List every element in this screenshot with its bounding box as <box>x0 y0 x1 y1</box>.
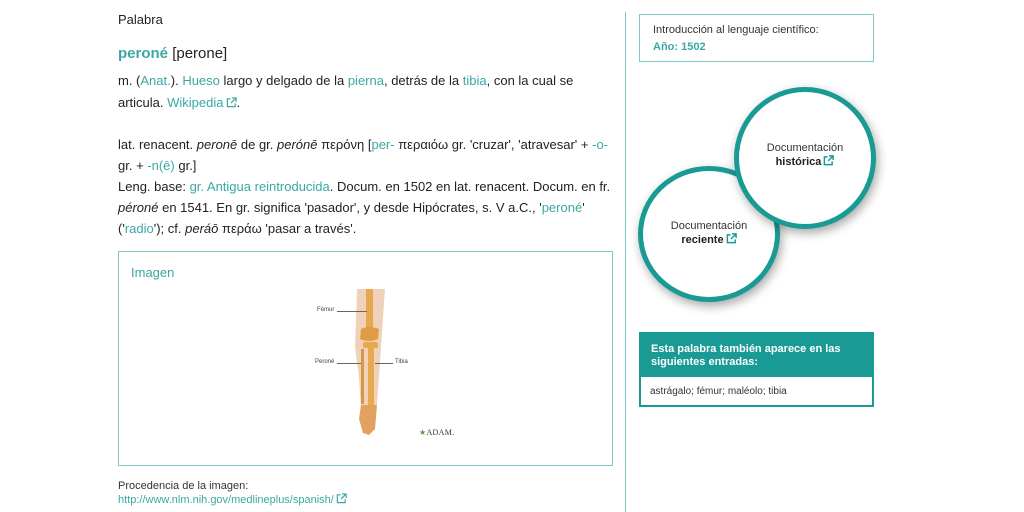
label-perone: Peroné <box>315 359 335 365</box>
label-femur: Fémur <box>317 307 335 313</box>
text: περαιόω gr. 'cruzar', 'atravesar' + <box>394 137 593 152</box>
text: peronē <box>196 137 238 152</box>
image-source <box>118 480 347 507</box>
text: gr.] <box>174 158 197 173</box>
source-url: http://www.nlm.nih.gov/medlineplus/spanish/ <box>118 494 334 506</box>
link-pierna[interactable]: pierna <box>347 73 384 88</box>
external-link-icon <box>226 97 237 108</box>
link-hueso[interactable]: Hueso <box>182 73 220 88</box>
section-label: Palabra <box>118 12 163 27</box>
external-link-icon <box>726 233 737 244</box>
link-anat[interactable]: Anat. <box>140 73 171 88</box>
pos: m. ( <box>118 73 141 88</box>
intro-year: Año: 1502 <box>653 41 706 53</box>
link-per[interactable]: per- <box>371 137 395 152</box>
etymology <box>118 134 613 239</box>
text: Leng. base: <box>118 179 190 194</box>
link-o[interactable]: -o- <box>592 137 608 152</box>
intro-scientific-language <box>639 14 874 62</box>
link-n[interactable]: -n(ē) <box>147 158 175 173</box>
text: περάω 'pasar a través'. <box>218 221 357 236</box>
text: περόνη [ <box>317 137 372 152</box>
leg-bones-illustration <box>289 287 469 437</box>
link-lengua-base[interactable]: gr. Antigua reintroducida <box>189 179 330 194</box>
wikipedia-label: Wikipedia <box>167 95 224 110</box>
definition <box>118 70 613 114</box>
leader-line <box>375 363 393 364</box>
text: , con la cual se articula. <box>118 73 574 110</box>
link-wikipedia[interactable] <box>167 95 236 110</box>
circle-bottom-text: reciente <box>681 234 724 246</box>
column-divider <box>625 12 626 512</box>
star-icon: ★ <box>419 428 427 437</box>
text: ' (' <box>118 200 585 236</box>
also-appears-heading: Esta palabra también aparece en las siguientes entradas: <box>641 334 872 377</box>
circle-label-bold <box>739 155 871 168</box>
label-tibia: Tibia <box>395 359 408 365</box>
leader-line <box>337 363 361 364</box>
link-perone[interactable]: peroné <box>541 200 583 215</box>
headword: peroné <box>118 45 169 62</box>
source-link[interactable] <box>118 494 347 506</box>
text: de gr. <box>237 137 278 152</box>
text: gr. + <box>118 158 148 173</box>
text: , detrás de la <box>383 73 463 88</box>
text: en 1541. En gr. significa 'pasador', y desde Hipócrates, s. V a.C., ' <box>158 200 542 215</box>
circle-label-bold <box>643 233 775 246</box>
adam-credit <box>419 428 454 437</box>
circle-label: Documentación <box>766 142 844 154</box>
credit-text: ADAM. <box>426 428 455 437</box>
text: péroné <box>118 200 159 215</box>
external-link-icon <box>823 155 834 166</box>
text: ). <box>170 73 183 88</box>
source-label: Procedencia de la imagen: <box>118 480 249 492</box>
text: . <box>236 95 241 110</box>
link-tibia[interactable]: tibia <box>462 73 487 88</box>
text: '); cf. <box>153 221 186 236</box>
pronunciation: [perone] <box>172 45 228 62</box>
also-appears-entries: astrágalo; fémur; maléolo; tibia <box>650 386 787 397</box>
image-box-title: Imagen <box>131 265 175 280</box>
historical-documentation-button[interactable] <box>734 87 876 229</box>
link-radio[interactable]: radio <box>124 221 154 236</box>
text: largo y delgado de la <box>219 73 348 88</box>
text: peráō <box>185 221 219 236</box>
circle-bottom-text: histórica <box>775 156 822 168</box>
circle-label: Documentación <box>670 220 748 232</box>
text: lat. renacent. <box>118 137 197 152</box>
image-box <box>118 251 613 466</box>
external-link-icon <box>336 493 347 504</box>
text: . Docum. en 1502 en lat. renacent. Docum. en fr. <box>329 179 611 194</box>
leader-line <box>337 311 367 312</box>
intro-label: Introducción al lenguaje científico: <box>653 24 819 36</box>
text: perónē <box>277 137 318 152</box>
also-appears-box <box>639 332 874 407</box>
headword-line <box>118 45 227 62</box>
